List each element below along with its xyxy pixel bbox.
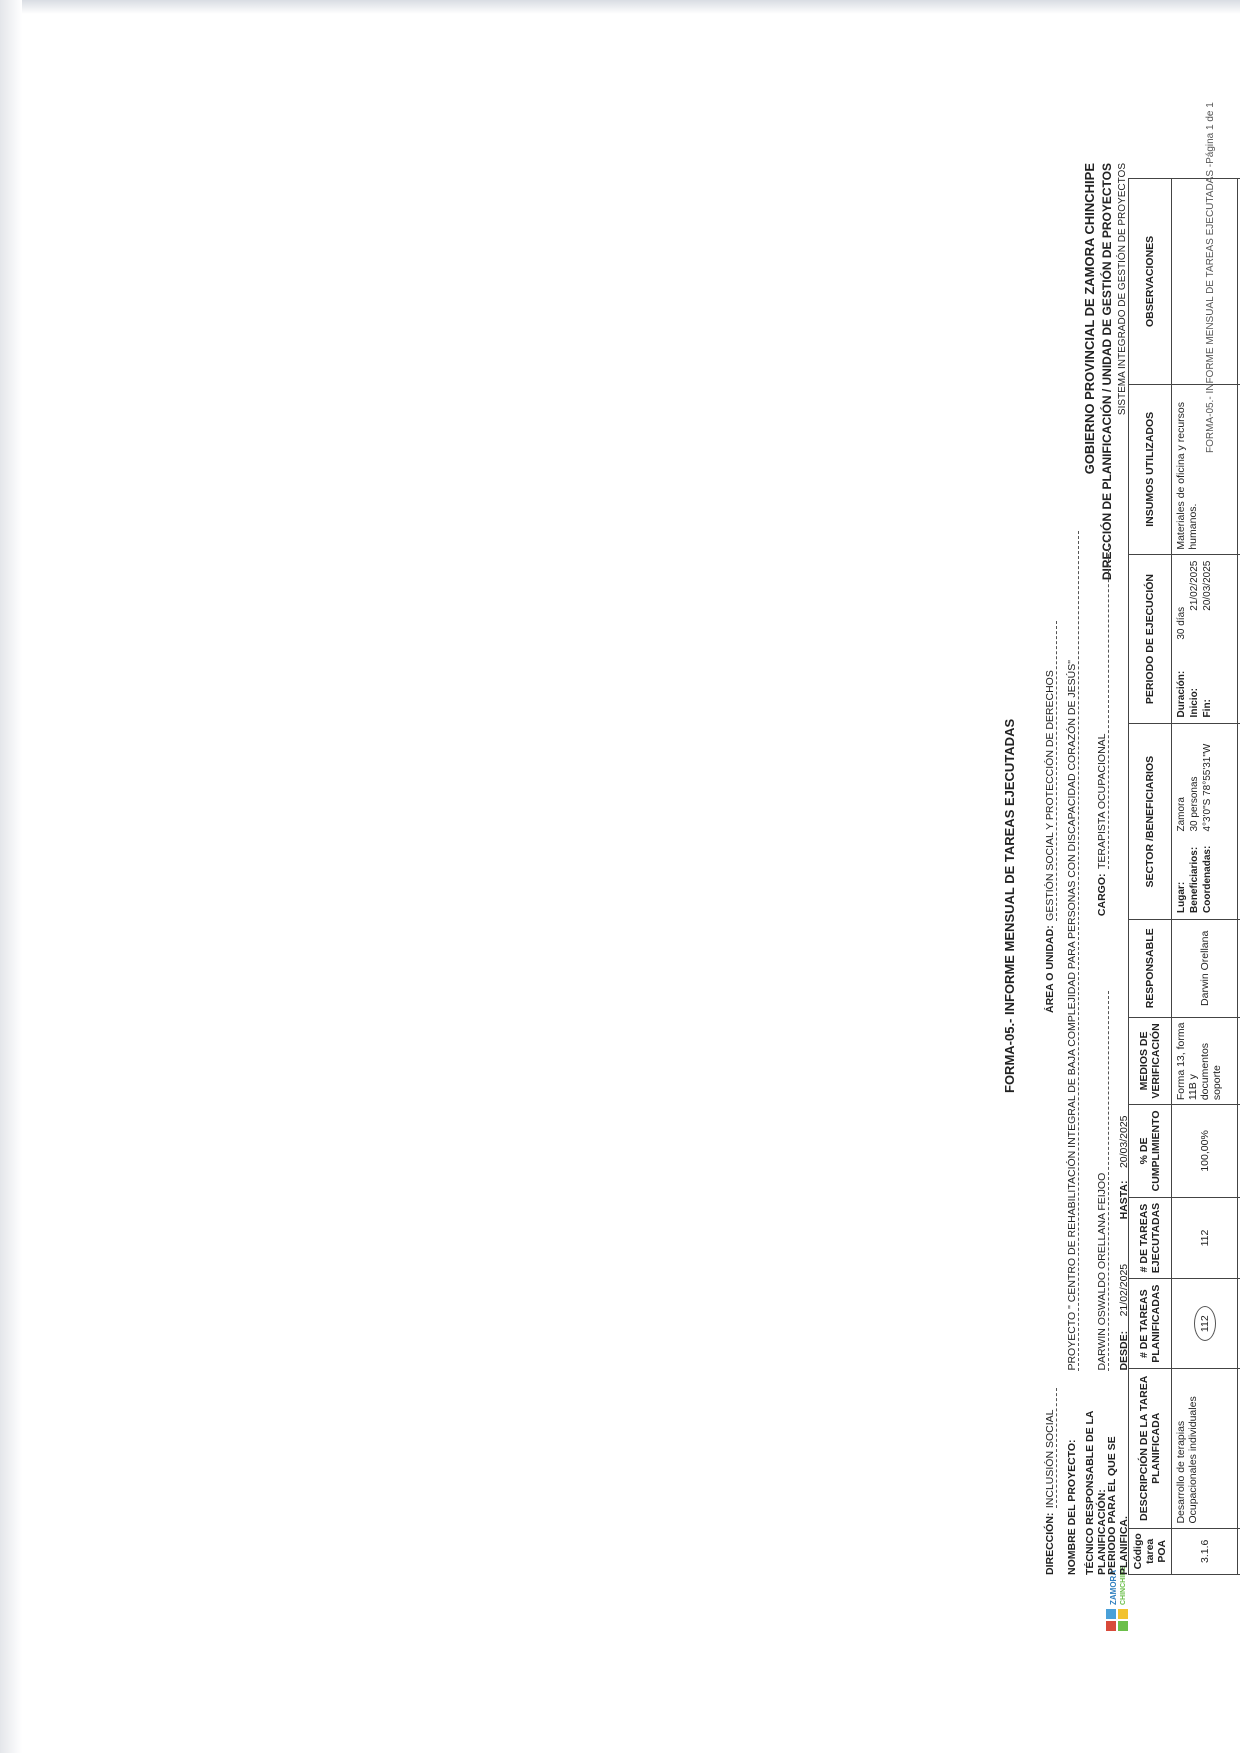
tecnico-value: DARWIN OSWALDO ORELLANA FEIJOO — [1096, 991, 1109, 1371]
hasta-label: HASTA: — [1118, 1180, 1130, 1220]
cargo-value: TERAPISTA OCUPACIONAL — [1096, 539, 1109, 869]
coordenadas-label: Coordenadas: — [1202, 845, 1213, 913]
lugar-value: Zamora — [1176, 797, 1187, 832]
planificadas-value: 112 — [1194, 1306, 1216, 1341]
lugar-label: Lugar: — [1176, 881, 1187, 913]
cell-sector — [1172, 724, 1238, 920]
fin-label: Fin: — [1202, 699, 1213, 718]
direccion-label: DIRECCIÓN: — [1044, 1512, 1056, 1575]
hasta-value: 20/03/2025 — [1118, 1115, 1130, 1169]
header-org: GOBIERNO PROVINCIAL DE ZAMORA CHINCHIPE — [1082, 163, 1097, 475]
th-medios: MEDIOS DE VERIFICACIÓN — [1129, 1017, 1172, 1104]
th-sector: SECTOR /BENEFICIARIOS — [1129, 724, 1172, 920]
proyecto-label: NOMBRE DEL PROYECTO: — [1066, 1439, 1078, 1575]
desde-value: 21/02/2025 — [1118, 1263, 1130, 1317]
th-cumplimiento: % DE CUMPLIMIENTO — [1129, 1105, 1172, 1198]
cell-planificadas — [1172, 1279, 1238, 1369]
svg-text:ZAMORA: ZAMORA — [1109, 1569, 1118, 1605]
cell-descripcion: Desarrollo de terapias Ocupacionales individuales — [1172, 1369, 1238, 1529]
th-ejecutadas: # DE TAREAS EJECUTADAS — [1129, 1197, 1172, 1279]
header-dept: DIRECCIÓN DE PLANIFICACIÓN / UNIDAD DE GESTIÓN DE PROYECTOS — [1100, 163, 1114, 581]
inicio-value: 21/02/2025 — [1189, 560, 1200, 611]
direccion-value: INCLUSIÓN SOCIAL — [1044, 1388, 1057, 1508]
th-planificadas: # DE TAREAS PLANIFICADAS — [1129, 1279, 1172, 1369]
cell-cumplimiento: 100,00% — [1172, 1105, 1238, 1198]
periodo-details — [1175, 559, 1214, 720]
desde-label: DESDE: — [1118, 1330, 1130, 1371]
tasks-table — [1128, 178, 1240, 1575]
th-codigo: Código tarea POA — [1129, 1528, 1172, 1574]
area-value: GESTIÓN SOCIAL Y PROTECCIÓN DE DERECHOS — [1044, 621, 1057, 921]
sector-details — [1175, 728, 1214, 915]
cell-medios: Forma 13, forma 11B y documentos soporte — [1172, 1017, 1238, 1104]
beneficiarios-label: Beneficiarios: — [1189, 846, 1200, 913]
svg-text:CHINCHIPE: CHINCHIPE — [1120, 1566, 1127, 1605]
th-insumos: INSUMOS UTILIZADOS — [1129, 384, 1172, 554]
area-field — [1040, 621, 1058, 1013]
beneficiarios-value: 30 personas — [1189, 776, 1200, 832]
inicio-label: Inicio: — [1189, 687, 1200, 718]
periodo-label: PERIODO PARA EL QUE SE PLANIFICA. — [1106, 1436, 1130, 1575]
table-header-row — [1129, 179, 1172, 1575]
cell-codigo: 3.1.6 — [1172, 1528, 1238, 1574]
page-footer: FORMA-05.- INFORME MENSUAL DE TAREAS EJECUTADAS -Página 1 de 1 — [1205, 102, 1216, 453]
th-periodo: PERIODO DE EJECUCIÓN — [1129, 554, 1172, 724]
tecnico-label: TÉCNICO RESPONSABLE DE LA PLANIFICACIÓN: — [1084, 1410, 1108, 1575]
proyecto-value: PROYECTO " CENTRO DE REHABILITACIÓN INTEGRAL DE BAJA COMPLEJIDAD PARA PERSONAS CON DISCAPACIDAD CORAZÓN DE JESÚS" — [1066, 531, 1079, 1371]
th-observaciones: OBSERVACIONES — [1129, 179, 1172, 385]
cell-periodo — [1172, 554, 1238, 724]
th-descripcion: DESCRIPCIÓN DE LA TAREA PLANIFICADA — [1129, 1369, 1172, 1529]
proyecto-field — [1062, 531, 1080, 1575]
duracion-value: 30 días — [1176, 606, 1187, 640]
direccion-field — [1040, 1388, 1058, 1575]
cell-ejecutadas: 112 — [1172, 1197, 1238, 1279]
form-title: FORMA-05.- INFORME MENSUAL DE TAREAS EJECUTADAS — [1002, 718, 1017, 1093]
cargo-label: CARGO: — [1096, 873, 1108, 917]
header-system: SISTEMA INTEGRADO DE GESTIÓN DE PROYECTOS — [1117, 163, 1128, 416]
cell-insumos: Materiales de oficina y recursos humanos. — [1172, 384, 1238, 554]
coordenadas-value: 4°3'0"S 78°55'31"W — [1202, 743, 1213, 832]
cell-responsable: Darwin Orellana — [1172, 919, 1238, 1017]
fin-value: 20/03/2025 — [1202, 560, 1213, 611]
area-label: ÁREA O UNIDAD: — [1044, 925, 1056, 1013]
th-responsable: RESPONSABLE — [1129, 919, 1172, 1017]
duracion-label: Duración: — [1176, 670, 1187, 718]
